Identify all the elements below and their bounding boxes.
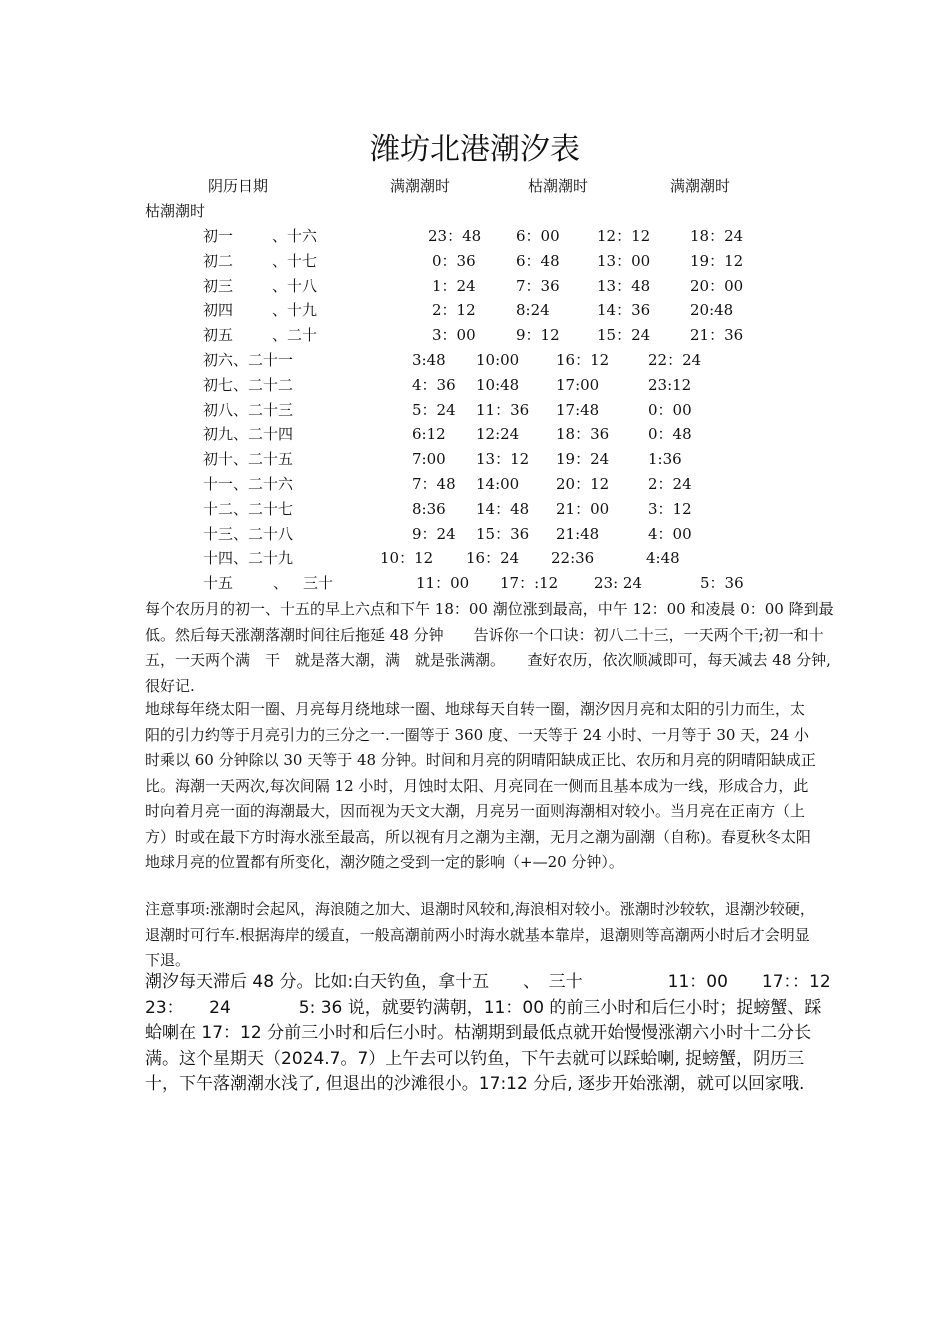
high-tide-2-cell: 18：36	[556, 425, 610, 444]
high-tide-2-cell: 13：00	[597, 251, 651, 270]
low-tide-2-cell: 21：36	[690, 326, 744, 345]
table-row	[0, 546, 950, 570]
lunar-date-suffix-cell: 、二十	[272, 326, 318, 345]
high-tide-1-cell: 7：48	[412, 475, 456, 493]
high-tide-2-cell: 16：12	[556, 351, 610, 369]
lunar-date-cell: 初四	[203, 301, 234, 320]
note-paragraph-2: 地球每年绕太阳一圈、月亮每月绕地球一圈、地球每天自转一圈，潮汐因月亮和太阳的引力而生，太阳的引力约等于月亮引力的三分之一.一圈等于 360 度、一天等于 24 小时、一月等于 30 天，24 小时乘以 60 分钟除以 30 天等于 48 分钟。时间和月亮的阴晴阳缺成正比、农历和月亮的阴晴阳缺成正比。海潮一天两次,每次间隔 12 小时，月蚀时太阳、月亮同在一侧而且基本成为一线，形成合力，此时向着月亮一面的海潮最大，因而视为天文大潮，月亮另一面则海潮相对较小。当月亮在正南方（上方）时或在最下方时海水涨至最高，所以视有月之潮为主潮，无月之潮为副潮（自称)。春夏秋冬太阳地球月亮的位置都有所变化，潮汐随之受到一定的影响（+—20 分钟）。	[145, 700, 816, 871]
low-tide-2-cell: 22：24	[648, 351, 702, 369]
note-paragraph-1: 每个农历月的初一、十五的早上六点和下午 18：00 潮位涨到最高，中午 12：00 和凌晨 0：00 降到最低。然后每天涨潮落潮时间往后拖延 48 分钟 告诉你一个口诀：初八二十三，一天两个干;初一和十五，一天两个满 干 就是落大潮，满 就是张满潮。 查好农历，依次顺减即可，每天减去 48 分钟,很好记.	[145, 600, 834, 695]
table-row	[0, 224, 950, 248]
low-tide-1-cell: 9：12	[516, 326, 560, 345]
high-tide-2-cell: 12：12	[597, 227, 651, 245]
high-tide-1-cell: 2：12	[432, 301, 476, 320]
high-tide-2-cell: 15：24	[597, 326, 651, 345]
header-lunar-date: 阴历日期	[208, 177, 269, 195]
low-tide-2-cell: 20:48	[690, 301, 734, 320]
low-tide-2-cell: 4：00	[648, 524, 692, 543]
table-row	[0, 571, 950, 595]
high-tide-1-cell: 0：36	[432, 251, 476, 270]
lunar-date-cell: 初二	[203, 251, 234, 270]
low-tide-1-cell: 15：36	[476, 524, 530, 543]
lunar-date-cell: 初五	[203, 326, 234, 345]
high-tide-2-cell: 19：24	[556, 450, 610, 469]
lunar-date-cell: 十四、二十九	[203, 549, 294, 568]
table-row	[0, 447, 950, 471]
table-row	[0, 348, 950, 372]
low-tide-1-cell: 14:00	[476, 475, 520, 493]
high-tide-1-cell: 23：48	[428, 227, 482, 245]
high-tide-2-cell: 23: 24	[594, 574, 642, 593]
lunar-date-cell: 初八、二十三	[203, 400, 294, 419]
lunar-date-suffix-cell: 、十九	[272, 301, 318, 320]
low-tide-1-cell: 8:24	[516, 301, 550, 320]
note-paragraph-4: 潮汐每天滞后 48 分。比如:白天钓鱼，拿十五 、 三十 11：00 17：：12 23： 24 5: 36 说，就要钓满朝，11：00 的前三小时和后仨小时；捉螃蟹、踩蛤喇在 17：12 分前三小时和后仨小时。枯潮期到最低点就开始慢慢涨潮六小时十二分长满。这个星期天（2024.7。7）上午去可以钓鱼，下午去就可以踩蛤喇, 捉螃蟹，阴历三十，下午落潮潮水浅了, 但退出的沙滩很小。17:12 分后, 逐步开始涨潮，就可以回家哦.	[145, 972, 865, 1094]
table-row	[0, 249, 950, 273]
lunar-date-suffix-cell: 、十八	[272, 276, 318, 295]
table-row	[0, 422, 950, 446]
high-tide-1-cell: 9：24	[412, 524, 456, 543]
lunar-date-cell: 初三	[203, 276, 234, 295]
high-tide-1-cell: 8:36	[412, 499, 446, 518]
high-tide-1-cell: 5：24	[412, 400, 456, 419]
table-row	[0, 398, 950, 422]
table-row	[0, 373, 950, 397]
lunar-date-cell: 初六、二十一	[203, 351, 294, 369]
high-tide-2-cell: 21：00	[556, 499, 610, 518]
high-tide-2-cell: 13：48	[597, 276, 651, 295]
low-tide-2-cell: 1:36	[648, 450, 682, 469]
low-tide-2-cell: 23:12	[648, 375, 692, 394]
lunar-date-suffix-cell: 、	[273, 574, 289, 593]
header-low-tide-2: 枯潮潮时	[145, 202, 206, 220]
lunar-date-cell: 初七、二十二	[203, 375, 294, 394]
lunar-date-cell: 初十、二十五	[203, 450, 294, 469]
header-high-tide-1: 满潮潮时	[390, 177, 451, 195]
low-tide-2-cell: 0：48	[648, 425, 692, 444]
low-tide-2-cell: 3：12	[648, 499, 692, 518]
lunar-date-cell: 十二、二十七	[203, 499, 294, 518]
lunar-date-cell: 十五	[203, 574, 234, 593]
low-tide-1-cell: 17：:12	[500, 574, 559, 593]
high-tide-2-cell: 14：36	[597, 301, 651, 320]
lunar-date-suffix-cell: 、十七	[272, 251, 318, 270]
high-tide-1-cell: 7:00	[412, 450, 446, 469]
lunar-date-cell: 初一	[203, 227, 234, 245]
page-title: 潍坊北港潮汐表	[370, 132, 580, 167]
high-tide-1-cell: 10：12	[380, 549, 434, 568]
table-row	[0, 323, 950, 347]
lunar-date-suffix-cell: 、十六	[272, 227, 318, 245]
table-row	[0, 472, 950, 496]
low-tide-1-cell: 11：36	[476, 400, 530, 419]
low-tide-1-cell: 7：36	[516, 276, 560, 295]
low-tide-2-cell: 0：00	[648, 400, 692, 419]
high-tide-2-cell: 22:36	[551, 549, 595, 568]
table-row	[0, 298, 950, 322]
high-tide-1-cell: 6:12	[412, 425, 446, 444]
low-tide-2-cell: 20：00	[690, 276, 744, 295]
low-tide-1-cell: 14：48	[476, 499, 530, 518]
high-tide-2-cell: 21:48	[556, 524, 600, 543]
high-tide-1-cell: 11：00	[416, 574, 470, 593]
low-tide-1-cell: 6：48	[516, 251, 560, 270]
high-tide-1-cell: 3：00	[432, 326, 476, 345]
low-tide-1-cell: 16：24	[466, 549, 520, 568]
header-high-tide-2: 满潮潮时	[670, 177, 731, 195]
table-row	[0, 274, 950, 298]
low-tide-2-cell: 19：12	[690, 251, 744, 270]
high-tide-2-cell: 17:00	[556, 375, 600, 394]
header-low-tide-1: 枯潮潮时	[528, 177, 589, 195]
low-tide-1-cell: 12:24	[476, 425, 520, 444]
lunar-date-cell: 十三、二十八	[203, 524, 294, 543]
lunar-date-cell: 初九、二十四	[203, 425, 294, 444]
low-tide-2-cell: 2：24	[648, 475, 692, 493]
lunar-date-suffix-cell: 三十	[303, 574, 334, 593]
low-tide-2-cell: 18：24	[690, 227, 744, 245]
low-tide-1-cell: 10:48	[476, 375, 520, 394]
note-paragraph-3: 注意事项:涨潮时会起风，海浪随之加大、退潮时风较和,海浪相对较小。涨潮时沙较软，退潮沙较硬，退潮时可行车.根据海岸的缓直，一般高潮前两小时海水就基本靠岸，退潮则等高潮两小时后才会明显下退。	[145, 900, 815, 969]
lunar-date-cell: 十一、二十六	[203, 475, 294, 493]
low-tide-1-cell: 10:00	[476, 351, 520, 369]
high-tide-1-cell: 3:48	[412, 351, 446, 369]
table-row	[0, 497, 950, 521]
low-tide-1-cell: 6：00	[516, 227, 560, 245]
low-tide-1-cell: 13：12	[476, 450, 530, 469]
table-row	[0, 522, 950, 546]
high-tide-2-cell: 20：12	[556, 475, 610, 493]
low-tide-2-cell: 4:48	[646, 549, 680, 568]
high-tide-1-cell: 1：24	[432, 276, 476, 295]
high-tide-1-cell: 4：36	[412, 375, 456, 394]
low-tide-2-cell: 5：36	[700, 574, 744, 593]
high-tide-2-cell: 17:48	[556, 400, 600, 419]
